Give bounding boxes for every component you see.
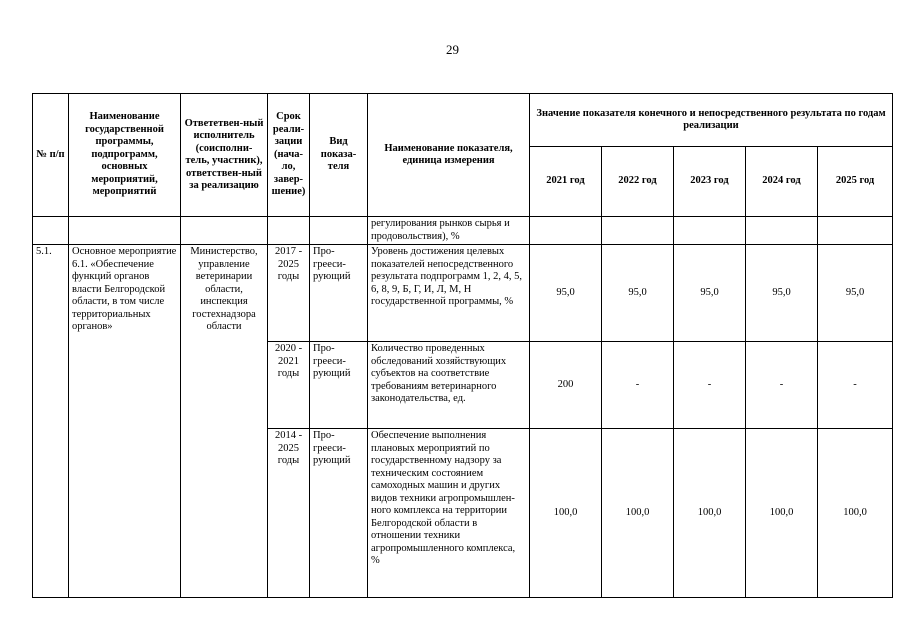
- header-year-2021: 2021 год: [530, 147, 602, 217]
- value-2025: -: [818, 342, 893, 429]
- value-2021: 200: [530, 342, 602, 429]
- value-2022: 95,0: [602, 245, 674, 342]
- cont-cell: [530, 217, 602, 245]
- item-name: Основное мероприятие 6.1. «Обеспечение функций органов власти Белгородской области, в том числе территориальных органов»: [69, 245, 181, 598]
- continuation-row: [33, 217, 893, 245]
- cont-cell: [818, 217, 893, 245]
- cont-cell: [746, 217, 818, 245]
- cont-cell: [33, 217, 69, 245]
- indicators-table: [32, 93, 893, 598]
- value-2024: 100,0: [746, 429, 818, 598]
- cont-cell: [602, 217, 674, 245]
- value-2025: 95,0: [818, 245, 893, 342]
- value-2023: 95,0: [674, 245, 746, 342]
- row-indicator: Уровень достижения целевых показателей непосредственного результата подпрограмм 1, 2, 4, 5, 6, 8, 9, Б, Г, И, Л, М, Н государственной программы, %: [368, 245, 530, 342]
- cont-cell: [310, 217, 368, 245]
- row-indicator: Количество проведенных обследований хозяйствующих субъектов на соответствие требованиям ветеринарного законодательства, ед.: [368, 342, 530, 429]
- page-number: 29: [446, 42, 459, 57]
- header-kind: Вид показа-теля: [310, 94, 368, 217]
- header-executor: Ответетвен-ный исполнитель (соисполни-тель, участник), ответствен-ный за реализацию: [181, 94, 268, 217]
- value-2023: -: [674, 342, 746, 429]
- row-term: 2014 - 2025 годы: [268, 429, 310, 598]
- cont-cell: [674, 217, 746, 245]
- cont-cell: [268, 217, 310, 245]
- header-name: Наименование государственной программы, подпрограмм, основных мероприятий, мероприятий: [69, 94, 181, 217]
- value-2025: 100,0: [818, 429, 893, 598]
- row-term: 2020 - 2021 годы: [268, 342, 310, 429]
- row-term: 2017 - 2025 годы: [268, 245, 310, 342]
- value-2024: 95,0: [746, 245, 818, 342]
- cont-indicator: регулирования рынков сырья и продовольствия), %: [368, 217, 530, 245]
- header-year-2024: 2024 год: [746, 147, 818, 217]
- value-2024: -: [746, 342, 818, 429]
- value-2022: 100,0: [602, 429, 674, 598]
- cont-cell: [181, 217, 268, 245]
- header-term: Срок реали-зации (нача-ло, завер-шение): [268, 94, 310, 217]
- value-2021: 100,0: [530, 429, 602, 598]
- header-year-2023: 2023 год: [674, 147, 746, 217]
- item-executor: Министерство, управление ветеринарии области, инспекция гостехнадзора области: [181, 245, 268, 598]
- value-2023: 100,0: [674, 429, 746, 598]
- value-2021: 95,0: [530, 245, 602, 342]
- header-year-2025: 2025 год: [818, 147, 893, 217]
- header-num: № п/п: [33, 94, 69, 217]
- header-indicator: Наименование показателя, единица измерения: [368, 94, 530, 217]
- row-indicator: Обеспечение выполнения плановых мероприятий по государственному надзору за техническим состоянием самоходных машин и других видов техники агропромышлен-ного комплекса на территории Белгородской области в отношении техники агропромышленного комплекса, %: [368, 429, 530, 598]
- table-row: [33, 245, 893, 342]
- row-kind: Про-грееси-рующий: [310, 342, 368, 429]
- row-kind: Про-грееси-рующий: [310, 245, 368, 342]
- header-year-2022: 2022 год: [602, 147, 674, 217]
- row-kind: Про-грееси-рующий: [310, 429, 368, 598]
- item-num: 5.1.: [33, 245, 69, 598]
- value-2022: -: [602, 342, 674, 429]
- header-values-group: Значение показателя конечного и непосредственного результата по годам реализации: [530, 94, 893, 147]
- cont-cell: [69, 217, 181, 245]
